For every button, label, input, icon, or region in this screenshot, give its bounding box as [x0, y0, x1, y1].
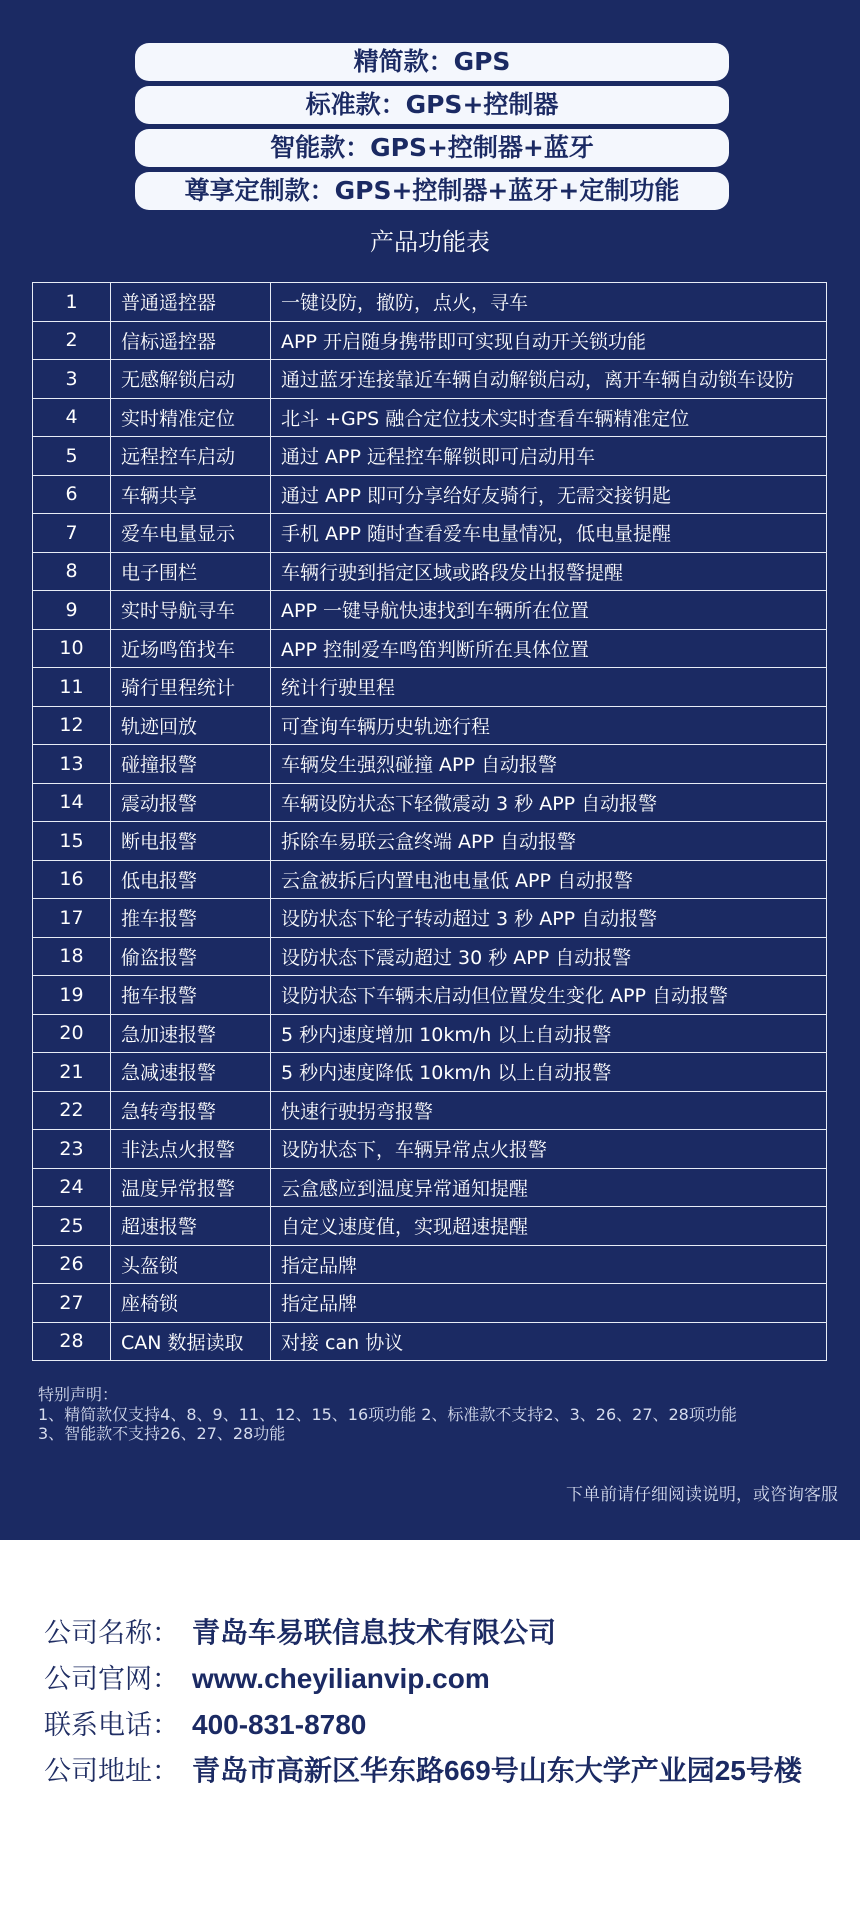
feature-number: 20 [33, 1014, 111, 1053]
feature-description: APP 一键导航快速找到车辆所在位置 [271, 591, 827, 630]
feature-name: 头盔锁 [111, 1245, 271, 1284]
company-website-link[interactable]: www.cheyilianvip.com [192, 1663, 490, 1694]
feature-number: 19 [33, 976, 111, 1015]
feature-number: 9 [33, 591, 111, 630]
company-address-label: 公司地址： [44, 1756, 179, 1787]
feature-number: 5 [33, 437, 111, 476]
feature-description: 手机 APP 随时查看爱车电量情况，低电量提醒 [271, 514, 827, 553]
feature-name: 非法点火报警 [111, 1130, 271, 1169]
feature-description: 快速行驶拐弯报警 [271, 1091, 827, 1130]
company-address-row [44, 1748, 802, 1794]
feature-name: 远程控车启动 [111, 437, 271, 476]
company-website-row [44, 1656, 802, 1702]
table-row [33, 1322, 827, 1361]
feature-description: 设防状态下车辆未启动但位置发生变化 APP 自动报警 [271, 976, 827, 1015]
feature-name: 拖车报警 [111, 976, 271, 1015]
notes-line-1: 1、精简款仅支持4、8、9、11、12、15、16项功能 2、标准款不支持2、3、26、27、28项功能 [38, 1404, 737, 1424]
feature-name: 超速报警 [111, 1207, 271, 1246]
feature-description: 设防状态下震动超过 30 秒 APP 自动报警 [271, 937, 827, 976]
table-row [33, 745, 827, 784]
table-row [33, 437, 827, 476]
feature-description: 一键设防，撤防，点火，寻车 [271, 283, 827, 322]
table-row [33, 976, 827, 1015]
feature-number: 2 [33, 321, 111, 360]
feature-name: 急加速报警 [111, 1014, 271, 1053]
feature-number: 7 [33, 514, 111, 553]
company-address: 青岛市高新区华东路669号山东大学产业园25号楼 [192, 1755, 802, 1786]
feature-name: 信标遥控器 [111, 321, 271, 360]
table-row [33, 706, 827, 745]
feature-number: 28 [33, 1322, 111, 1361]
feature-number: 18 [33, 937, 111, 976]
feature-description: 通过 APP 即可分享给好友骑行，无需交接钥匙 [271, 475, 827, 514]
feature-number: 21 [33, 1053, 111, 1092]
feature-description: APP 控制爱车鸣笛判断所在具体位置 [271, 629, 827, 668]
feature-description: 北斗 +GPS 融合定位技术实时查看车辆精准定位 [271, 398, 827, 437]
feature-name: CAN 数据读取 [111, 1322, 271, 1361]
feature-name: 震动报警 [111, 783, 271, 822]
feature-table [32, 282, 827, 1361]
feature-description: 设防状态下，车辆异常点火报警 [271, 1130, 827, 1169]
company-name-label: 公司名称： [44, 1618, 179, 1649]
feature-number: 10 [33, 629, 111, 668]
company-phone-row [44, 1702, 802, 1748]
feature-number: 22 [33, 1091, 111, 1130]
feature-number: 27 [33, 1284, 111, 1323]
feature-description: 通过 APP 远程控车解锁即可启动用车 [271, 437, 827, 476]
feature-name: 近场鸣笛找车 [111, 629, 271, 668]
tier-premium: 尊享定制款：GPS+控制器+蓝牙+定制功能 [135, 172, 729, 210]
company-phone[interactable]: 400-831-8780 [192, 1709, 367, 1740]
feature-number: 8 [33, 552, 111, 591]
tier-smart: 智能款：GPS+控制器+蓝牙 [135, 129, 729, 167]
feature-name: 低电报警 [111, 860, 271, 899]
feature-number: 24 [33, 1168, 111, 1207]
company-info [44, 1610, 802, 1794]
table-title: 产品功能表 [370, 228, 490, 256]
table-row [33, 591, 827, 630]
feature-name: 推车报警 [111, 899, 271, 938]
table-row [33, 398, 827, 437]
feature-description: 5 秒内速度增加 10km/h 以上自动报警 [271, 1014, 827, 1053]
feature-number: 1 [33, 283, 111, 322]
table-row [33, 475, 827, 514]
feature-description: 通过蓝牙连接靠近车辆自动解锁启动，离开车辆自动锁车设防 [271, 360, 827, 399]
notes-heading: 特别声明： [38, 1385, 119, 1404]
table-row [33, 1091, 827, 1130]
feature-number: 15 [33, 822, 111, 861]
table-row [33, 860, 827, 899]
table-row [33, 1130, 827, 1169]
table-row [33, 668, 827, 707]
feature-number: 23 [33, 1130, 111, 1169]
company-website-label: 公司官网： [44, 1664, 179, 1695]
table-row [33, 629, 827, 668]
feature-number: 16 [33, 860, 111, 899]
feature-number: 6 [33, 475, 111, 514]
feature-name: 座椅锁 [111, 1284, 271, 1323]
feature-number: 12 [33, 706, 111, 745]
feature-description: 指定品牌 [271, 1284, 827, 1323]
table-row [33, 937, 827, 976]
feature-description: 指定品牌 [271, 1245, 827, 1284]
feature-number: 25 [33, 1207, 111, 1246]
table-row [33, 822, 827, 861]
table-row [33, 283, 827, 322]
feature-description: 统计行驶里程 [271, 668, 827, 707]
feature-name: 无感解锁启动 [111, 360, 271, 399]
feature-description: 对接 can 协议 [271, 1322, 827, 1361]
company-name-row [44, 1610, 802, 1656]
feature-description: 可查询车辆历史轨迹行程 [271, 706, 827, 745]
tier-standard: 标准款：GPS+控制器 [135, 86, 729, 124]
feature-number: 11 [33, 668, 111, 707]
table-row [33, 783, 827, 822]
feature-description: 设防状态下轮子转动超过 3 秒 APP 自动报警 [271, 899, 827, 938]
company-name: 青岛车易联信息技术有限公司 [192, 1617, 557, 1648]
purchase-advice: 下单前请仔细阅读说明，或咨询客服 [566, 1485, 838, 1505]
feature-name: 偷盗报警 [111, 937, 271, 976]
notes-line-2: 3、智能款不支持26、27、28功能 [38, 1424, 286, 1443]
feature-name: 实时精准定位 [111, 398, 271, 437]
feature-description: APP 开启随身携带即可实现自动开关锁功能 [271, 321, 827, 360]
special-notes [38, 1385, 737, 1444]
table-row [33, 321, 827, 360]
feature-name: 温度异常报警 [111, 1168, 271, 1207]
feature-number: 26 [33, 1245, 111, 1284]
table-row [33, 1245, 827, 1284]
company-phone-label: 联系电话： [44, 1710, 179, 1741]
table-row [33, 1207, 827, 1246]
feature-description: 云盒被拆后内置电池电量低 APP 自动报警 [271, 860, 827, 899]
feature-description: 车辆行驶到指定区域或路段发出报警提醒 [271, 552, 827, 591]
table-row [33, 1168, 827, 1207]
feature-name: 爱车电量显示 [111, 514, 271, 553]
feature-number: 13 [33, 745, 111, 784]
table-row [33, 899, 827, 938]
feature-name: 车辆共享 [111, 475, 271, 514]
feature-name: 骑行里程统计 [111, 668, 271, 707]
feature-number: 17 [33, 899, 111, 938]
feature-description: 云盒感应到温度异常通知提醒 [271, 1168, 827, 1207]
feature-description: 自定义速度值，实现超速提醒 [271, 1207, 827, 1246]
feature-number: 3 [33, 360, 111, 399]
feature-name: 断电报警 [111, 822, 271, 861]
feature-name: 实时导航寻车 [111, 591, 271, 630]
table-row [33, 552, 827, 591]
table-row [33, 514, 827, 553]
feature-description: 拆除车易联云盒终端 APP 自动报警 [271, 822, 827, 861]
feature-name: 碰撞报警 [111, 745, 271, 784]
table-row [33, 1284, 827, 1323]
table-row [33, 360, 827, 399]
feature-number: 4 [33, 398, 111, 437]
feature-name: 普通遥控器 [111, 283, 271, 322]
feature-name: 急转弯报警 [111, 1091, 271, 1130]
table-row [33, 1014, 827, 1053]
feature-description: 5 秒内速度降低 10km/h 以上自动报警 [271, 1053, 827, 1092]
feature-number: 14 [33, 783, 111, 822]
feature-name: 轨迹回放 [111, 706, 271, 745]
feature-name: 电子围栏 [111, 552, 271, 591]
feature-name: 急减速报警 [111, 1053, 271, 1092]
feature-description: 车辆设防状态下轻微震动 3 秒 APP 自动报警 [271, 783, 827, 822]
feature-description: 车辆发生强烈碰撞 APP 自动报警 [271, 745, 827, 784]
tier-basic: 精简款：GPS [135, 43, 729, 81]
table-row [33, 1053, 827, 1092]
